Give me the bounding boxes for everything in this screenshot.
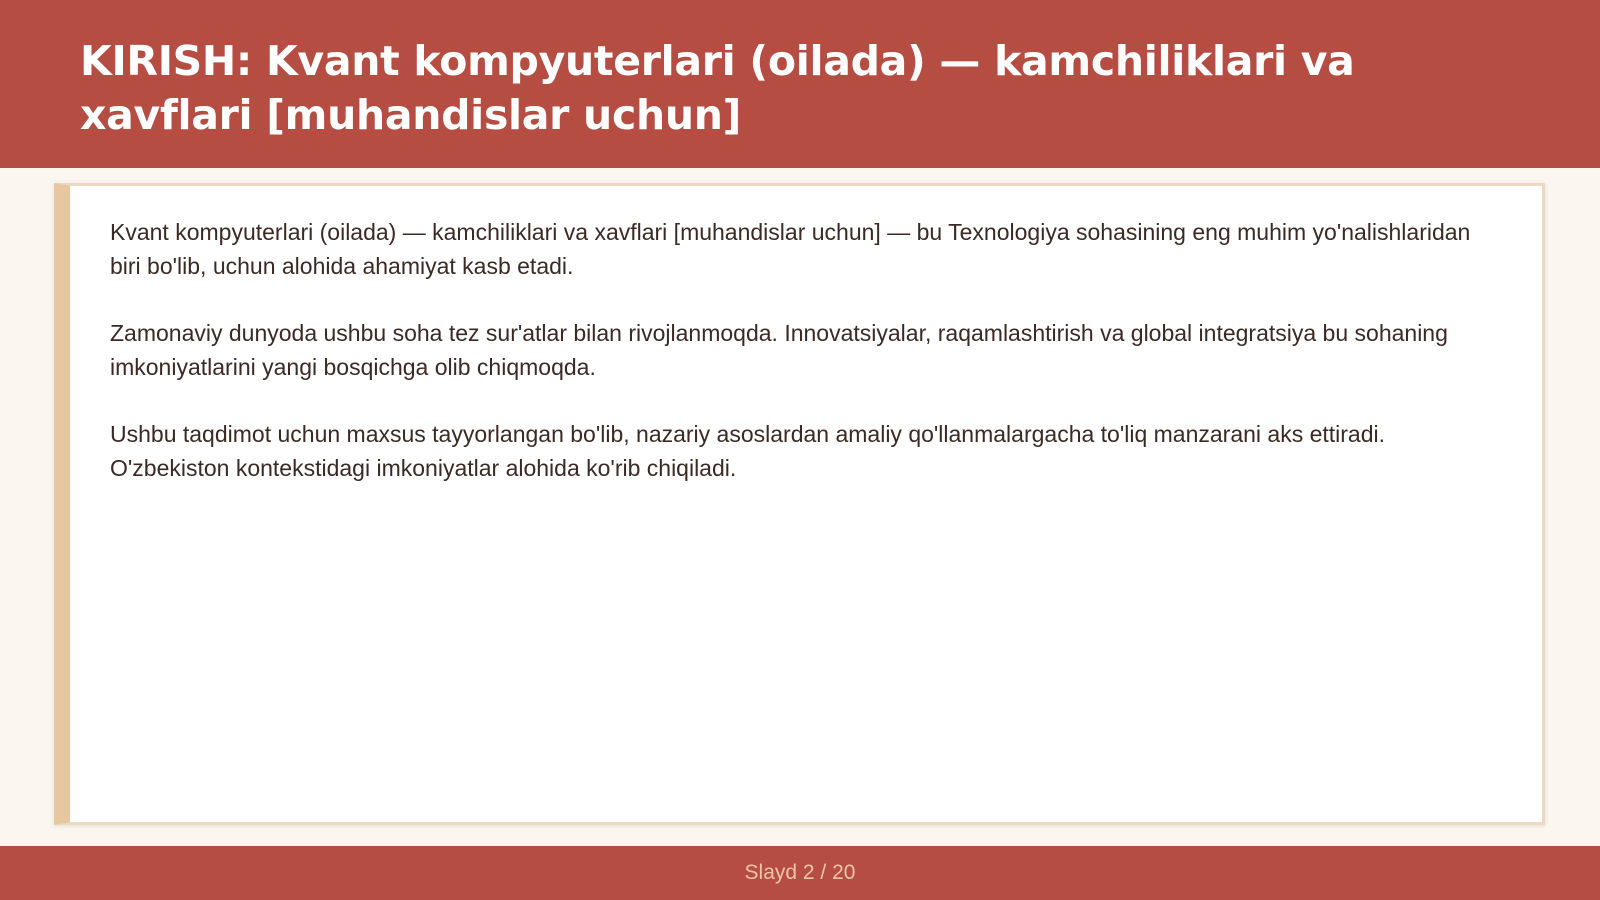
slide-counter: Slayd 2 / 20 (744, 861, 856, 884)
slide-footer (0, 846, 1600, 900)
paragraph-presentation: Ushbu taqdimot uchun maxsus tayyorlangan bo'lib, nazariy asoslardan amaliy qo'llanmalargacha to'liq manzarani aks ettiradi. O'zbekiston kontekstidagi imkoniyatlar alohida ko'rib chiqiladi. (110, 421, 1386, 481)
paragraph-modern-world: Zamonaviy dunyoda ushbu soha tez sur'atlar bilan rivojlanmoqda. Innovatsiyalar, raqamlashtirish va global integratsiya bu sohaning imkoniyatlarini yangi bosqichga olib chiqmoqda. (110, 320, 1448, 380)
slide-header (0, 0, 1600, 168)
paragraph-intro: Kvant kompyuterlari (oilada) — kamchiliklari va xavflari [muhandislar uchun] — bu Texnologiya sohasining eng muhim yo'nalishlaridan biri bo'lib, uchun alohida ahamiyat kasb etadi. (110, 219, 1471, 279)
slide-title: KIRISH: Kvant kompyuterlari (oilada) — kamchiliklari va xavflari [muhandislar uchun] (80, 37, 1355, 139)
content-card (54, 183, 1545, 825)
